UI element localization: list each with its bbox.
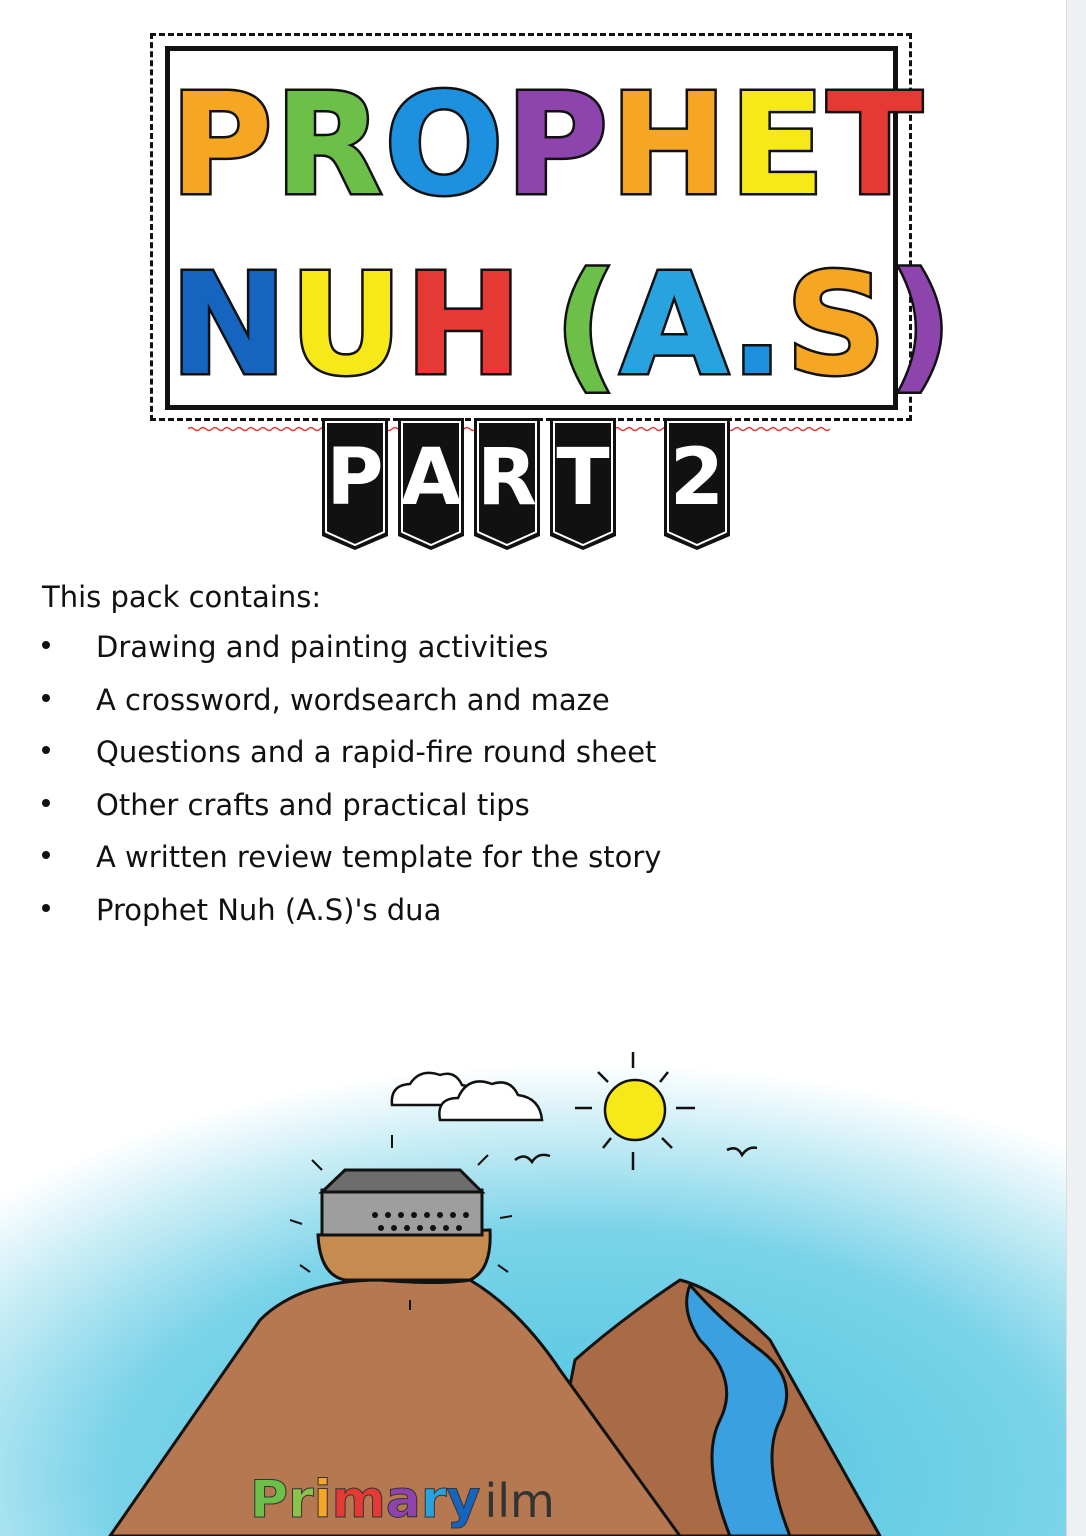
title-letter: P <box>505 64 611 227</box>
list-item <box>42 840 661 893</box>
pack-intro: This pack contains: <box>42 580 322 614</box>
banner-flag <box>398 418 464 550</box>
primary-ilm-logo <box>250 1470 555 1531</box>
bullet-icon <box>42 641 50 649</box>
title-letter: U <box>289 244 405 407</box>
list-item <box>42 788 661 841</box>
list-item <box>42 683 661 736</box>
banner-flag <box>550 418 616 550</box>
title-line-prophet <box>170 64 925 227</box>
title-letter: S <box>785 244 889 407</box>
logo-letter: y <box>446 1470 481 1530</box>
bullet-icon <box>42 851 50 859</box>
logo-letter: r <box>288 1470 314 1530</box>
list-item <box>42 630 661 683</box>
list-item-text: Questions and a rapid-fire round sheet <box>96 735 657 769</box>
title-box <box>165 46 955 410</box>
list-item-text: A written review template for the story <box>96 840 662 874</box>
title-letter: P <box>170 64 275 227</box>
title-letter <box>524 251 554 401</box>
part-banner <box>322 418 734 550</box>
banner-letter: 2 <box>669 433 725 523</box>
title-letter: O <box>384 64 506 227</box>
logo-letter: i <box>313 1470 332 1530</box>
title-letter: H <box>404 244 525 407</box>
bullet-icon <box>42 904 50 912</box>
list-item-text: Prophet Nuh (A.S)'s dua <box>96 892 442 927</box>
viewer-scroll-gutter <box>1066 0 1086 1536</box>
logo-letter: P <box>250 1470 289 1530</box>
logo-letter: m <box>331 1470 386 1530</box>
banner-letter: T <box>556 433 610 523</box>
ark-illustration <box>0 980 1066 1536</box>
title-letter: ( <box>554 244 621 407</box>
title-letter: A <box>620 244 731 407</box>
title-line-nuh <box>170 244 955 407</box>
list-item-text: Other crafts and practical tips <box>96 787 530 822</box>
bullet-icon <box>42 746 50 754</box>
contents-list <box>42 630 661 945</box>
list-item <box>42 893 661 946</box>
list-item-text: Drawing and painting activities <box>96 630 549 664</box>
banner-flag <box>664 418 730 550</box>
bullet-icon <box>42 694 50 702</box>
bullet-icon <box>42 799 50 807</box>
title-letter: E <box>729 64 827 227</box>
banner-letter: A <box>400 433 462 523</box>
title-letter: T <box>826 64 925 227</box>
title-letter: H <box>610 64 730 227</box>
banner-flag <box>322 418 388 550</box>
list-item-text: A crossword, wordsearch and maze <box>96 682 610 717</box>
logo-letter: a <box>385 1470 421 1530</box>
title-letter: . <box>730 244 786 407</box>
title-letter: N <box>170 244 290 407</box>
banner-flag <box>474 418 540 550</box>
logo-letter: r <box>420 1470 447 1530</box>
list-item <box>42 735 661 788</box>
banner-letter: R <box>476 433 538 523</box>
title-letter: R <box>274 64 385 227</box>
title-letter: ) <box>888 244 955 407</box>
logo-suffix: ilm <box>484 1474 555 1528</box>
banner-letter: P <box>326 433 384 523</box>
